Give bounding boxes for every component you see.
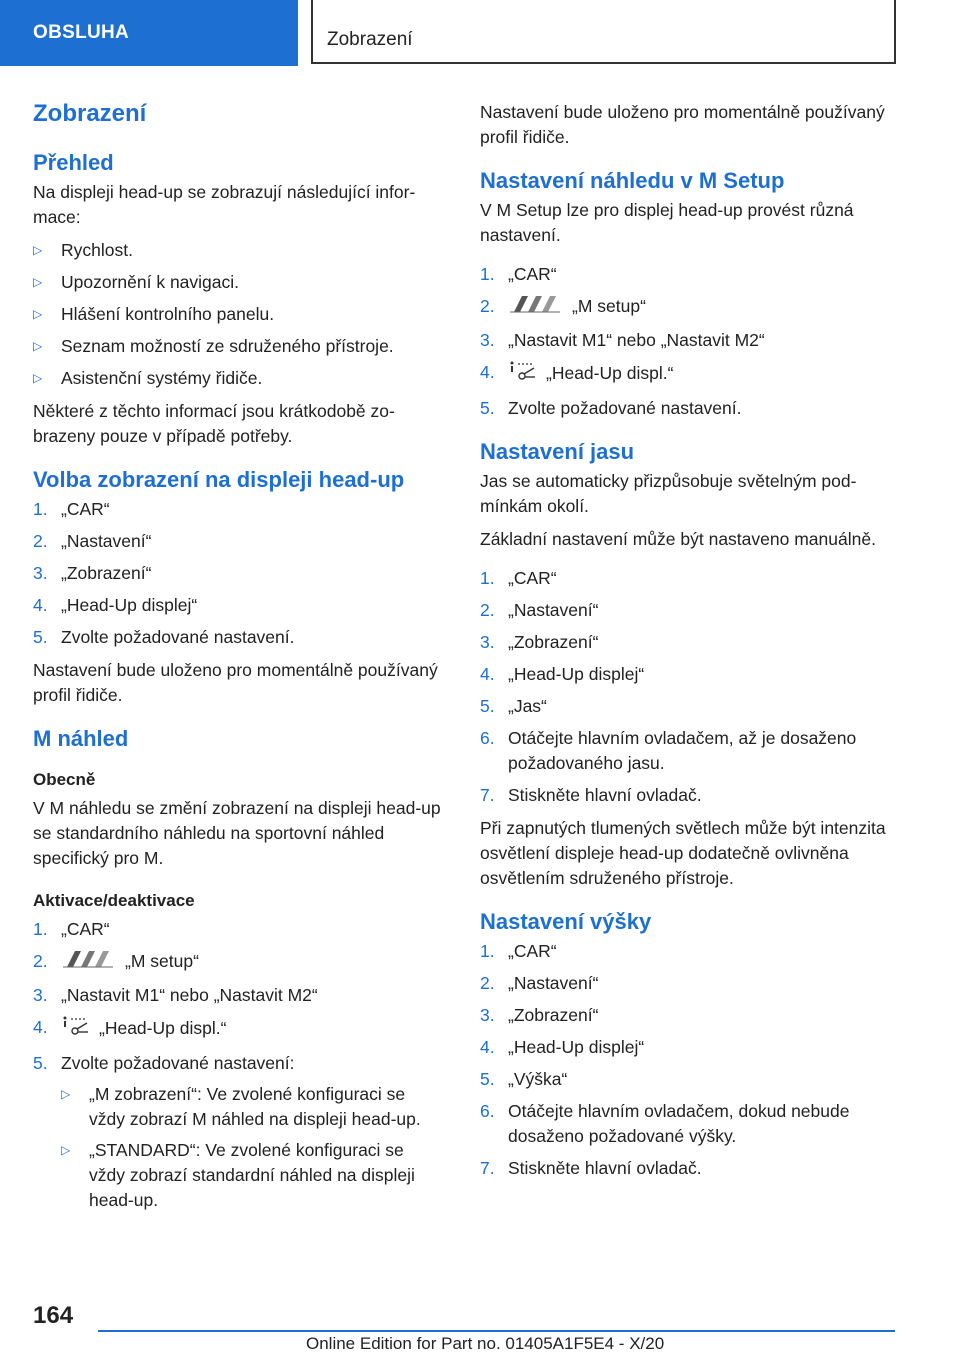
overview-list	[33, 238, 443, 391]
mpreview-heading: M náhled	[33, 726, 129, 751]
step-item: 5. Zvolte požadované nastavení: ▷ „M zobrazení“: Ve zvolené konfiguraci se vždy zobrazí M náhled na displeji head-up. ▷ „STANDARD“: Ve zvolené konfiguraci se vždy zobrazí standardní náhled na displeji head-up.	[33, 1051, 443, 1213]
list-item: ▷ Hlášení kontrolního panelu.	[33, 302, 443, 327]
brightness-heading: Nastavení jasu	[480, 439, 635, 464]
step-item: 2. „Nastavení“	[480, 600, 599, 620]
list-item: ▷ Asistenční systémy řidiče.	[33, 366, 443, 391]
step-item: 7. Stiskněte hlavní ovladač.	[480, 1158, 702, 1178]
step-item: 1. „CAR“	[33, 919, 110, 939]
step-item: 4. „Head-Up displ.“	[480, 360, 900, 389]
brightness-text-2: Základní nastavení může být nastaveno manuálně.	[480, 529, 876, 549]
page-footer	[0, 1290, 960, 1362]
edition-text: Online Edition for Part no. 01405A1F5E4 - X/20	[306, 1334, 665, 1353]
selection-heading: Volba zobrazení na displeji head-up	[33, 467, 405, 492]
step-item: 3. „Nastavit M1“ nebo „Nastavit M2“	[33, 985, 318, 1005]
msetup-intro: V M Setup lze pro displej head-up provést různá nastavení.	[480, 200, 854, 245]
triangle-bullet-icon: ▷	[33, 339, 43, 353]
step-item: 3. „Zobrazení“	[480, 632, 599, 652]
triangle-bullet-icon: ▷	[33, 243, 43, 257]
general-heading: Obecně	[33, 770, 96, 789]
brightness-section	[480, 439, 900, 891]
step-item: 5. „Jas“	[480, 696, 547, 716]
top-note: Nastavení bude uloženo pro momentálně používaný profil řidiče.	[480, 102, 885, 147]
overview-heading: Přehled	[33, 150, 114, 175]
step-item: 2. „M setup“	[480, 294, 900, 321]
step-item: 4. „Head-Up displej“	[480, 664, 645, 684]
msetup-heading: Nastavení náhledu v M Setup	[480, 168, 785, 193]
section-tab: OBSLUHA	[0, 0, 298, 66]
height-heading: Nastavení výšky	[480, 909, 652, 934]
step-item: 5. Zvolte požadované nastavení.	[480, 398, 742, 418]
step-item: 5. Zvolte požadované nastavení.	[33, 627, 295, 647]
step-item: 5. „Výška“	[480, 1069, 568, 1089]
general-text: V M náhledu se změní zobrazení na displeji head-up se standardního náhledu na sportovní náhled specifický pro M.	[33, 798, 441, 868]
step-item: 1. „CAR“	[480, 264, 557, 284]
list-item: ▷ Seznam možností ze sdruženého přístroje.	[33, 334, 443, 359]
step-item: 1. „CAR“	[480, 941, 557, 961]
step-item: 3. „Zobrazení“	[33, 563, 152, 583]
step-item: 2. „Nastavení“	[480, 973, 599, 993]
left-column	[33, 100, 443, 1221]
step-item: 3. „Zobrazení“	[480, 1005, 599, 1025]
step-item: 3. „Nastavit M1“ nebo „Nastavit M2“	[480, 330, 765, 350]
brightness-steps	[480, 566, 900, 808]
page-number: 164	[33, 1302, 74, 1329]
selection-note: Nastavení bude uloženo pro momentálně používaný profil řidiče.	[33, 660, 438, 705]
sub-options-list	[61, 1082, 443, 1213]
page-title: Zobrazení	[33, 100, 147, 127]
footer-divider	[98, 1330, 895, 1332]
mpreview-section	[33, 726, 443, 1213]
right-column	[480, 100, 900, 1189]
step-item: 2. „M setup“	[33, 949, 443, 976]
step-item: 7. Stiskněte hlavní ovladač.	[480, 785, 702, 805]
step-item: 1. „CAR“	[480, 568, 557, 588]
list-item: ▷ „M zobrazení“: Ve zvolené konfiguraci se vždy zobrazí M náhled na displeji head-up.	[61, 1084, 421, 1129]
height-steps	[480, 939, 900, 1181]
height-section	[480, 909, 900, 1181]
msetup-steps	[480, 262, 900, 421]
selection-steps	[33, 497, 443, 650]
head-up-display-icon	[508, 360, 538, 389]
step-item: 2. „Nastavení“	[33, 531, 152, 551]
head-up-display-icon	[61, 1015, 91, 1044]
list-item: ▷ „STANDARD“: Ve zvolené konfiguraci se vždy zobrazí standardní náhled na displeji head-up.	[61, 1140, 415, 1210]
activation-heading: Aktivace/deaktivace	[33, 891, 195, 910]
selection-section	[33, 467, 443, 708]
m-setup-icon	[508, 294, 564, 321]
brightness-text-1: Jas se automaticky přizpůsobuje světelným podmínkám okolí.	[480, 471, 857, 516]
step-item: 6. Otáčejte hlavním ovladačem, až je dosaženo požadovaného jasu.	[480, 728, 857, 773]
overview-note: Některé z těchto informací jsou krátkodobě zobrazeny pouze v případě potřeby.	[33, 401, 395, 446]
step-item: 6. Otáčejte hlavním ovladačem, dokud nebude dosaženo požadované výšky.	[480, 1101, 850, 1146]
page-header	[0, 0, 960, 66]
step-item: 4. „Head-Up displej“	[33, 595, 198, 615]
activation-steps	[33, 917, 443, 1213]
triangle-bullet-icon: ▷	[33, 371, 43, 385]
chapter-title: Zobrazení	[311, 0, 896, 64]
msetup-section	[480, 168, 900, 421]
list-item: ▷ Rychlost.	[33, 238, 443, 263]
brightness-note: Při zapnutých tlumených světlech může být intenzita osvětlení displeje head-up dodatečně ovlivněna osvětlením sdruženého přístroje.	[480, 818, 886, 888]
m-setup-icon	[61, 949, 117, 976]
list-item: ▷ Upozornění k navigaci.	[33, 270, 443, 295]
triangle-bullet-icon: ▷	[61, 1143, 71, 1157]
triangle-bullet-icon: ▷	[33, 307, 43, 321]
step-item: 4. „Head-Up displej“	[480, 1037, 645, 1057]
triangle-bullet-icon: ▷	[33, 275, 43, 289]
step-item: 4. „Head-Up displ.“	[33, 1015, 443, 1044]
overview-intro: Na displeji head-up se zobrazují následující informace:	[33, 182, 416, 227]
triangle-bullet-icon: ▷	[61, 1087, 71, 1101]
step-item: 1. „CAR“	[33, 499, 110, 519]
